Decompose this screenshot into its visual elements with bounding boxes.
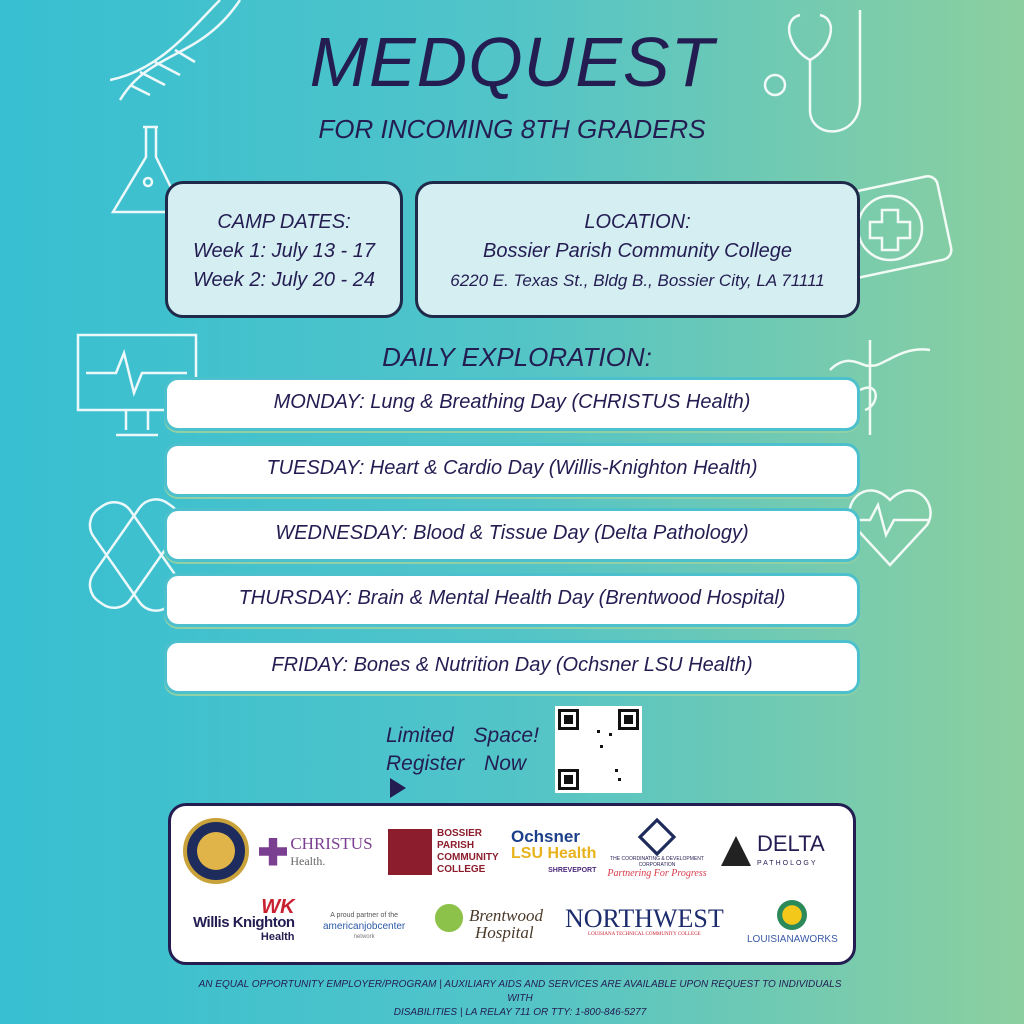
- footer-line-1: AN EQUAL OPPORTUNITY EMPLOYER/PROGRAM | AUXILIARY AIDS AND SERVICES ARE AVAILABLE UPON REQUEST TO INDIVIDUALS WITH: [198, 979, 842, 1004]
- location-name: Bossier Parish Community College: [482, 240, 792, 262]
- northwest-logo: NORTHWEST LOUISIANA TECHNICAL COMMUNITY COLLEGE: [565, 904, 724, 937]
- delta-pathology-logo: DELTA PATHOLOGY: [721, 834, 825, 868]
- day-thursday: THURSDAY: Brain & Mental Health Day (Brentwood Hospital): [164, 573, 860, 627]
- location-box: [415, 181, 860, 318]
- daily-heading: DAILY EXPLORATION:: [382, 342, 652, 372]
- week-1: Week 1: July 13 - 17: [193, 240, 375, 262]
- christus-logo: CHRISTUS Health.: [259, 834, 373, 869]
- location-address: 6220 E. Texas St., Bldg B., Bossier City, LA 71111: [450, 271, 825, 290]
- bpcc-logo: BOSSIER PARISH COMMUNITY COLLEGE: [388, 828, 503, 876]
- location-heading: LOCATION:: [584, 211, 691, 233]
- cdc-logo: THE COORDINATING & DEVELOPMENT CORPORATION Partnering For Progress: [601, 820, 713, 879]
- ochsner-lsu-logo: Ochsner LSU Health SHREVEPORT: [511, 827, 597, 874]
- brentwood-hospital-logo: Brentwood Hospital: [433, 904, 543, 944]
- day-monday: MONDAY: Lung & Breathing Day (CHRISTUS Health): [164, 377, 860, 431]
- american-job-center-logo: A proud partner of the americanjobcenter network: [323, 912, 406, 940]
- register-line-1: Limited Space!: [386, 724, 539, 747]
- week-2: Week 2: July 20 - 24: [193, 269, 375, 291]
- day-friday: FRIDAY: Bones & Nutrition Day (Ochsner LSU Health): [164, 640, 860, 694]
- register-line-2: Register Now: [386, 752, 527, 775]
- register-text: [386, 722, 539, 778]
- louisiana-works-logo: LOUISIANAWORKS: [747, 900, 838, 945]
- willis-knighton-logo: WK Willis Knighton Health: [193, 896, 295, 943]
- day-wednesday: WEDNESDAY: Blood & Tissue Day (Delta Pathology): [164, 508, 860, 562]
- shreveport-seal: [183, 818, 249, 884]
- camp-dates-box: [165, 181, 403, 318]
- play-arrow-icon: [390, 778, 406, 798]
- qr-code[interactable]: [555, 706, 642, 793]
- camp-dates-heading: CAMP DATES:: [217, 211, 351, 233]
- day-tuesday: TUESDAY: Heart & Cardio Day (Willis-Knighton Health): [164, 443, 860, 497]
- subtitle: FOR INCOMING 8TH GRADERS: [318, 114, 706, 144]
- partner-logos: [168, 803, 856, 965]
- footer-disclaimer: [190, 978, 850, 1020]
- page-title: MEDQUEST: [309, 23, 715, 101]
- footer-line-2: DISABILITIES | LA RELAY 711 OR TTY: 1-800-846-5277: [393, 1007, 647, 1018]
